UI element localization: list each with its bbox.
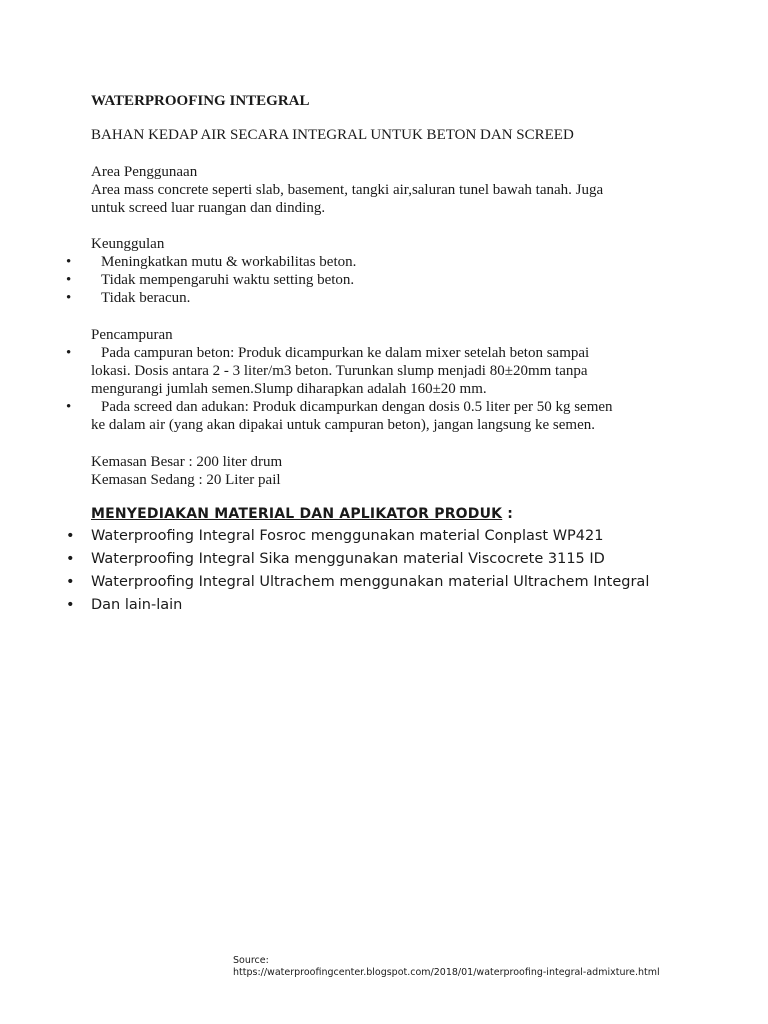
list-item-text: Pada screed dan adukan: Produk dicampurkan dengan dosis 0.5 liter per 50 kg semen: [101, 399, 613, 415]
list-item-text: Waterproofing Integral Fosroc menggunakan material Conplast WP421: [91, 528, 604, 544]
bullet-icon: •: [66, 399, 72, 415]
list-item-text: Pada campuran beton: Produk dicampurkan ke dalam mixer setelah beton sampai: [101, 345, 590, 361]
pencampuran-heading: Pencampuran: [91, 327, 173, 343]
list-item: [66, 525, 649, 548]
kemasan-sedang: Kemasan Sedang : 20 Liter pail: [91, 472, 281, 488]
list-item-text: Tidak beracun.: [101, 290, 191, 306]
list-item: [66, 548, 649, 571]
bullet-icon: •: [66, 254, 72, 270]
kemasan-besar: Kemasan Besar : 200 liter drum: [91, 454, 283, 470]
keunggulan-list: [66, 253, 691, 307]
list-item-text: mengurangi jumlah semen.Slump diharapkan adalah 160±20 mm.: [91, 381, 487, 397]
list-item-text: Meningkatkan mutu & workabilitas beton.: [101, 254, 357, 270]
bullet-icon: •: [66, 574, 75, 590]
list-item: [66, 571, 649, 594]
list-item: [66, 271, 691, 289]
supplier-heading: [91, 506, 513, 522]
list-item-text: ke dalam air (yang akan dipakai untuk campuran beton), jangan langsung ke semen.: [91, 417, 595, 433]
list-item: [66, 398, 691, 434]
bullet-icon: •: [66, 551, 75, 567]
bullet-icon: •: [66, 272, 72, 288]
kemasan-section: [91, 453, 691, 489]
list-item-text: Waterproofing Integral Sika menggunakan material Viscocrete 3115 ID: [91, 551, 605, 567]
supplier-heading-colon: :: [502, 506, 514, 522]
pencampuran-list: [66, 344, 691, 434]
bullet-icon: •: [66, 597, 75, 613]
list-item: [66, 253, 691, 271]
source-url: https://waterproofingcenter.blogspot.com/2018/01/waterproofing-integral-admixture.html: [233, 967, 660, 978]
document-title: WATERPROOFING INTEGRAL: [91, 93, 310, 109]
area-text-line: Area mass concrete seperti slab, basement, tangki air,saluran tunel bawah tanah. Juga: [91, 182, 604, 198]
bullet-icon: •: [66, 528, 75, 544]
source-label: Source:: [233, 955, 269, 966]
list-item: [66, 594, 649, 617]
area-text-line: untuk screed luar ruangan dan dinding.: [91, 200, 326, 216]
list-item-text: Tidak mempengaruhi waktu setting beton.: [101, 272, 355, 288]
document-subtitle: BAHAN KEDAP AIR SECARA INTEGRAL UNTUK BETON DAN SCREED: [91, 127, 574, 143]
list-item-text: Dan lain-lain: [91, 597, 183, 613]
list-item-text: lokasi. Dosis antara 2 - 3 liter/m3 beton. Turunkan slump menjadi 80±20mm tanpa: [91, 363, 588, 379]
area-heading: Area Penggunaan: [91, 164, 198, 180]
area-section: [91, 163, 691, 217]
list-item: [66, 344, 691, 398]
keunggulan-heading: Keunggulan: [91, 236, 165, 252]
list-item: [66, 289, 691, 307]
list-item-text: Waterproofing Integral Ultrachem menggunakan material Ultrachem Integral: [91, 574, 650, 590]
supplier-heading-text: MENYEDIAKAN MATERIAL DAN APLIKATOR PRODUK: [91, 506, 503, 522]
bullet-icon: •: [66, 290, 72, 306]
bullet-icon: •: [66, 345, 72, 361]
source-footer: [233, 955, 660, 979]
supplier-list: [66, 525, 649, 617]
